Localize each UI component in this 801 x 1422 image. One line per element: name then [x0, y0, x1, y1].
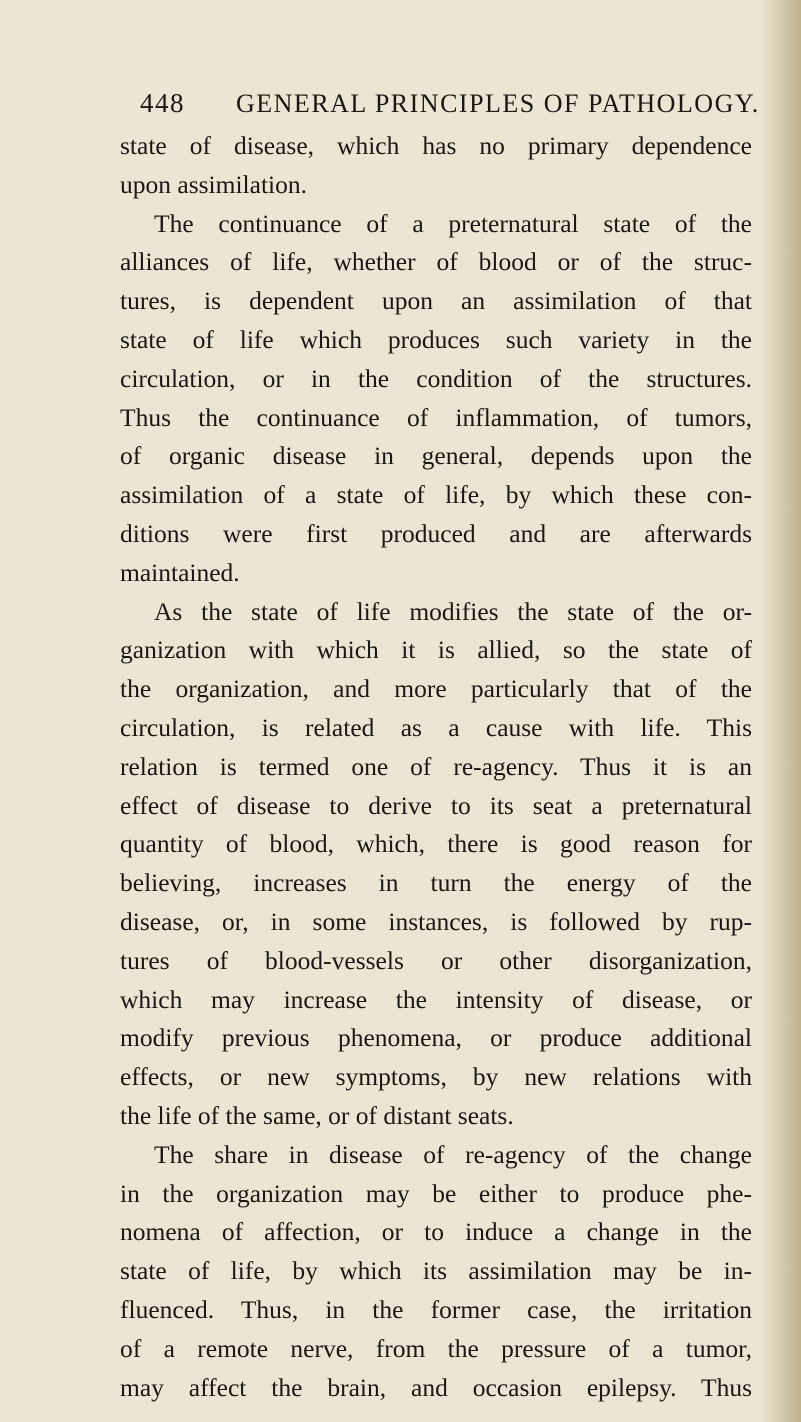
text-line: of a remote nerve, from the pressure of a tumor,	[120, 1333, 752, 1363]
text-line: As the state of life modifies the state of the or-	[154, 596, 752, 626]
text-line: tures, is dependent upon an assimilation of that	[120, 286, 752, 316]
text-line: state of disease, which has no primary dependence	[120, 131, 752, 160]
text-line: assimilation of a state of life, by which these con-	[120, 480, 752, 510]
page-header	[140, 88, 760, 122]
text-line: disease, or, in some instances, is followed by rup-	[120, 906, 752, 936]
text-line: believing, increases in turn the energy of the	[120, 868, 752, 898]
text-line: circulation, or in the condition of the structures.	[120, 363, 752, 393]
text-line: nomena of affection, or to induce a change in the	[120, 1217, 752, 1247]
text-line: of organic disease in general, depends upon the	[120, 441, 752, 471]
page-edge-shadow	[761, 0, 801, 1422]
text-line: may affect the brain, and occasion epilepsy. Thus	[120, 1372, 752, 1402]
text-line: effects, or new symptoms, by new relations with	[120, 1062, 752, 1092]
text-line: state of life, by which its assimilation may be in-	[120, 1256, 752, 1286]
paragraph-share-in-disease	[120, 1136, 752, 1408]
text-line: modify previous phenomena, or produce additional	[120, 1023, 752, 1053]
text-line: quantity of blood, which, there is good reason for	[120, 829, 752, 859]
text-line: ditions were first produced and are afterwards	[120, 518, 752, 548]
text-line: fluenced. Thus, in the former case, the irritation	[120, 1294, 752, 1324]
text-line: relation is termed one of re-agency. Thus it is an	[120, 751, 752, 781]
paragraph-continuation	[120, 127, 752, 205]
body-text	[120, 127, 752, 1407]
text-line: effect of disease to derive to its seat a preternatural	[120, 790, 752, 820]
text-line: in the organization may be either to produce phe-	[120, 1178, 752, 1208]
text-line: alliances of life, whether of blood or of the struc-	[120, 247, 752, 277]
text-line: upon assimilation.	[120, 169, 307, 199]
page-number: 448	[140, 88, 185, 118]
text-line: The continuance of a preternatural state of the	[154, 208, 752, 238]
text-line: tures of blood-vessels or other disorganization,	[120, 945, 752, 975]
text-line: ganization with which it is allied, so the state of	[120, 635, 752, 665]
running-head: GENERAL PRINCIPLES OF PATHOLOGY.	[236, 89, 760, 118]
text-line: the organization, and more particularly that of the	[120, 674, 752, 704]
paragraph-continuance	[120, 205, 752, 593]
paragraph-re-agency	[120, 593, 752, 1136]
text-line: maintained.	[120, 557, 240, 587]
text-line: The share in disease of re-agency of the change	[154, 1139, 752, 1169]
text-line: circulation, is related as a cause with life. This	[120, 712, 752, 742]
text-line: Thus the continuance of inflammation, of tumors,	[120, 402, 752, 432]
text-line: the life of the same, or of distant seats.	[120, 1100, 514, 1130]
text-line: state of life which produces such variety in the	[120, 324, 752, 354]
text-line: which may increase the intensity of disease, or	[120, 984, 752, 1014]
